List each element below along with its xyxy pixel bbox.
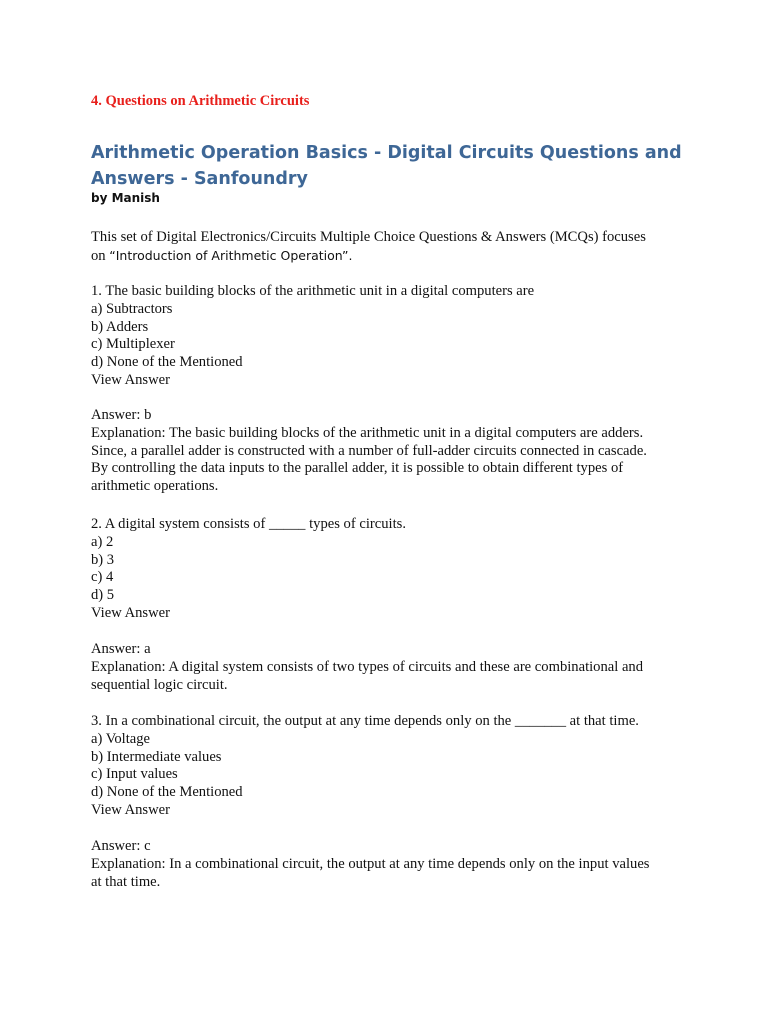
intro-line-1: This set of Digital Electronics/Circuits Multiple Choice Questions & Answers (MCQs) focuses: [91, 229, 646, 245]
intro-line-2: [91, 247, 691, 266]
view-answer-link[interactable]: View Answer: [91, 801, 170, 818]
answer-block-1: [91, 407, 691, 496]
option-a: a) 2: [91, 533, 114, 550]
answer-text: Answer: b: [91, 407, 152, 423]
intro-prefix: on: [91, 247, 110, 264]
intro-paragraph: [91, 229, 691, 266]
explanation-line: Explanation: The basic building blocks of the arithmetic unit in a digital computers are adders.: [91, 424, 644, 441]
question-text: 2. A digital system consists of _____ types of circuits.: [91, 516, 406, 532]
option-a: a) Subtractors: [91, 300, 173, 317]
view-answer-link[interactable]: View Answer: [91, 371, 170, 388]
option-d: d) None of the Mentioned: [91, 354, 243, 371]
intro-topic: “Introduction of Arithmetic Operation”.: [109, 247, 353, 263]
explanation-line: sequential logic circuit.: [91, 676, 228, 693]
answer-text: Answer: a: [91, 641, 151, 657]
question-block-1: [91, 283, 691, 390]
option-c: c) 4: [91, 569, 114, 586]
option-a: a) Voltage: [91, 730, 151, 747]
explanation-line: By controlling the data inputs to the parallel adder, it is possible to obtain different types of: [91, 460, 624, 477]
explanation-line: at that time.: [91, 873, 161, 890]
answer-text: Answer: c: [91, 838, 151, 854]
explanation-line: Explanation: A digital system consists of two types of circuits and these are combinational and: [91, 658, 644, 675]
explanation-line: Explanation: In a combinational circuit, the output at any time depends only on the input values: [91, 855, 650, 872]
option-d: d) None of the Mentioned: [91, 784, 243, 801]
option-c: c) Input values: [91, 766, 178, 783]
option-b: b) 3: [91, 551, 115, 568]
section-heading: 4. Questions on Arithmetic Circuits: [91, 93, 310, 109]
explanation-line: Since, a parallel adder is constructed with a number of full-adder circuits connected in cascade.: [91, 442, 647, 459]
question-block-3: [91, 713, 691, 820]
question-block-2: [91, 516, 691, 623]
option-b: b) Intermediate values: [91, 748, 222, 765]
view-answer-link[interactable]: View Answer: [91, 604, 170, 621]
page-title: Arithmetic Operation Basics - Digital Circuits Questions and Answers - Sanfoundry: [91, 143, 682, 189]
answer-block-3: [91, 838, 691, 891]
option-b: b) Adders: [91, 318, 149, 335]
answer-block-2: [91, 641, 691, 694]
option-d: d) 5: [91, 587, 115, 604]
question-text: 3. In a combinational circuit, the output at any time depends only on the _______ at that time.: [91, 713, 639, 729]
option-c: c) Multiplexer: [91, 336, 175, 353]
explanation-line: arithmetic operations.: [91, 478, 219, 495]
question-text: 1. The basic building blocks of the arithmetic unit in a digital computers are: [91, 283, 535, 299]
author-byline: by Manish: [91, 191, 160, 205]
